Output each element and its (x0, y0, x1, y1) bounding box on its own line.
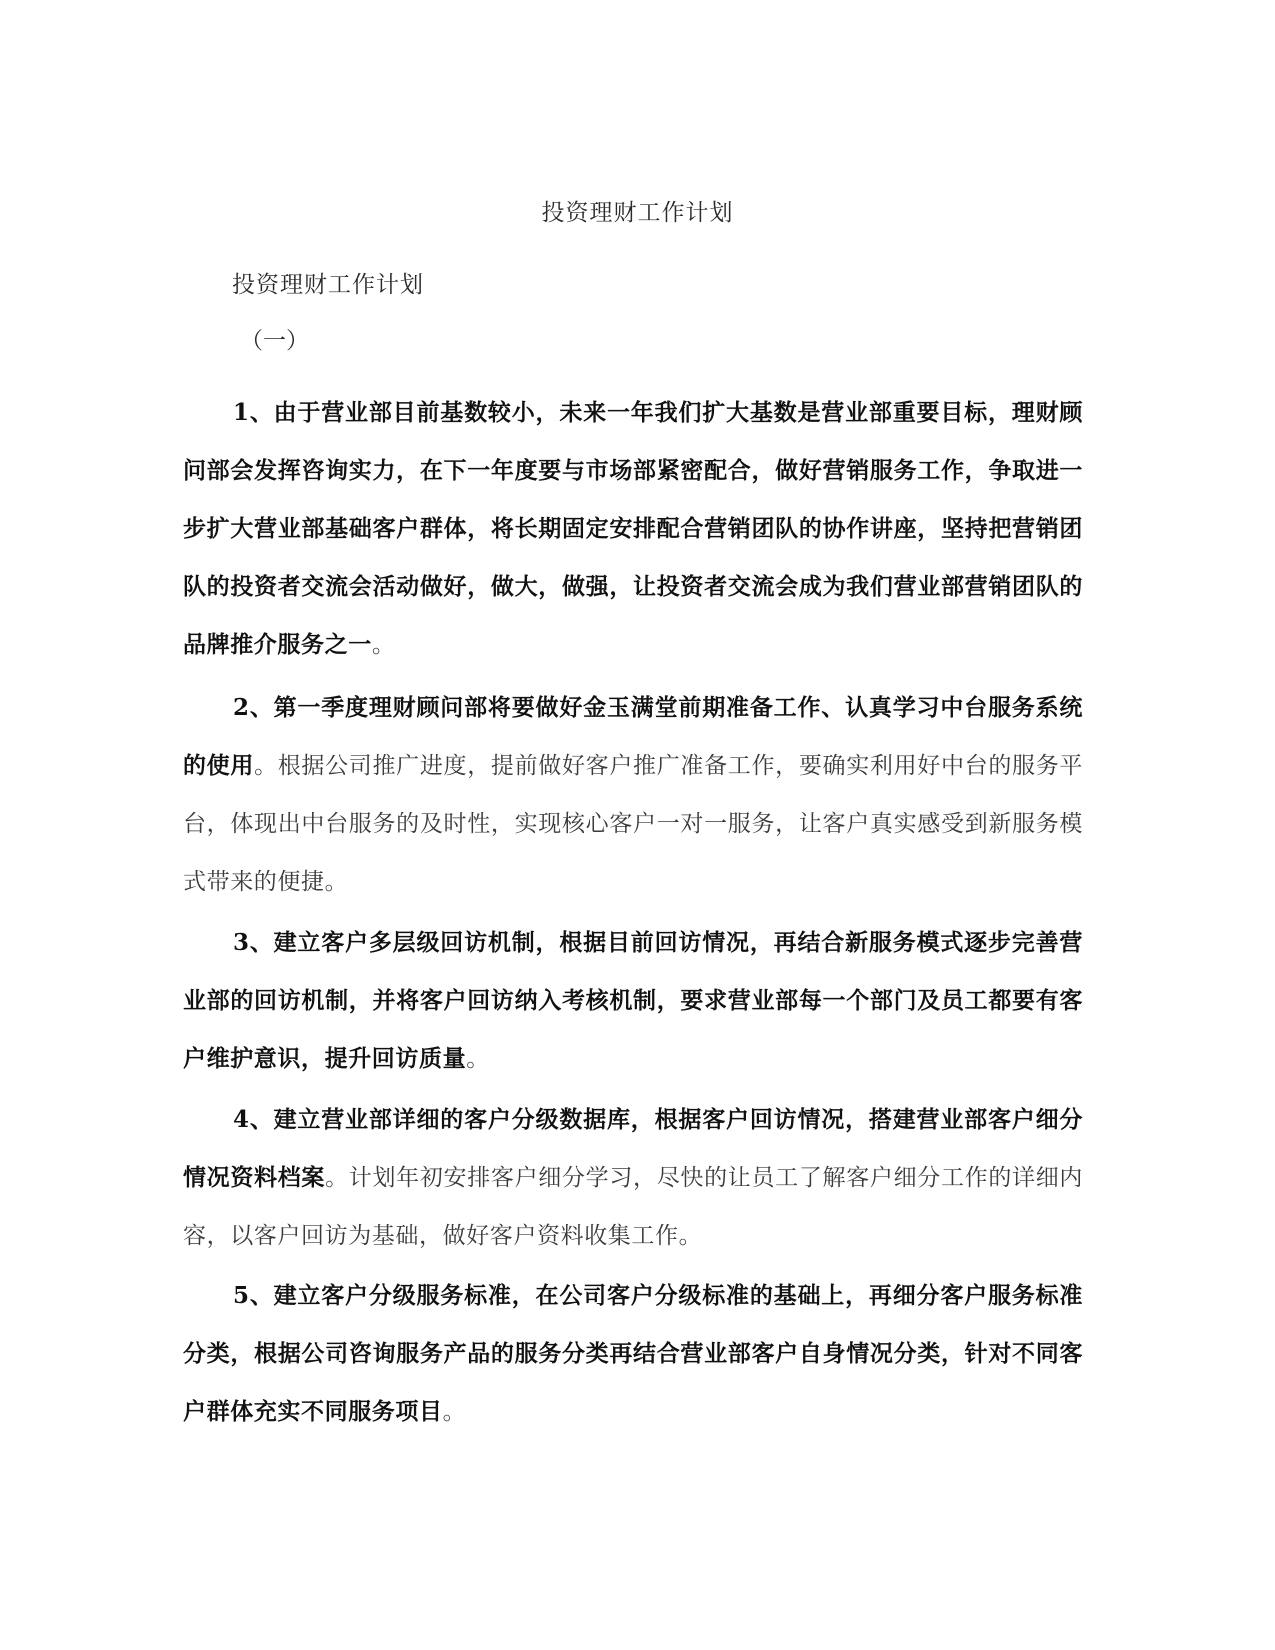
document-title: 投资理财工作计划 (541, 200, 734, 226)
paragraph-3-bold: 3、建立客户多层级回访机制，根据目前回访情况，再结合新服务模式逐步完善营业部的回访机制，并将客户回访纳入考核机制，要求营业部每一个部门及员工都要有客户维护意识，提升回访质量 (183, 929, 1083, 1072)
paragraph-5 (183, 1267, 1083, 1441)
paragraph-4 (183, 1091, 1083, 1265)
paragraph-4-normal: 。计划年初安排客户细分学习，尽快的让员工了解客户细分工作的详细内容，以客户回访为基础，做好客户资料收集工作。 (183, 1165, 1083, 1249)
paragraph-5-bold: 5、建立客户分级服务标准，在公司客户分级标准的基础上，再细分客户服务标准分类，根据公司咨询服务产品的服务分类再结合营业部客户自身情况分类，针对不同客户群体充实不同服务项目 (183, 1282, 1083, 1425)
paragraph-5-normal: 。 (442, 1399, 467, 1425)
paragraph-1-normal: 。 (371, 632, 396, 658)
paragraph-4-bold: 4、建立营业部详细的客户分级数据库，根据客户回访情况，搭建营业部客户细分情况资料档案 (183, 1106, 1083, 1191)
paragraph-2-normal: 。根据公司推广进度，提前做好客户推广准备工作，要确实利用好中台的服务平台，体现出中台服务的及时性，实现核心客户一对一服务，让客户真实感受到新服务模式带来的便捷。 (183, 753, 1083, 895)
paragraph-1-bold: 1、由于营业部目前基数较小，未来一年我们扩大基数是营业部重要目标，理财顾问部会发挥咨询实力，在下一年度要与市场部紧密配合，做好营销服务工作，争取进一步扩大营业部基础客户群体，将长期固定安排配合营销团队的协作讲座，坚持把营销团队的投资者交流会活动做好，做大，做强，让投资者交流会成为我们营业部营销团队的品牌推介服务之一 (183, 399, 1083, 658)
paragraph-1 (183, 384, 1083, 674)
paragraph-2 (183, 679, 1083, 911)
paragraph-3 (183, 914, 1083, 1088)
paragraph-2-bold: 2、第一季度理财顾问部将要做好金玉满堂前期准备工作、认真学习中台服务系统的使用 (183, 694, 1083, 779)
document-subtitle: 投资理财工作计划 (232, 272, 424, 298)
paragraph-3-normal: 。 (466, 1046, 490, 1072)
section-label: （一） (240, 328, 309, 354)
